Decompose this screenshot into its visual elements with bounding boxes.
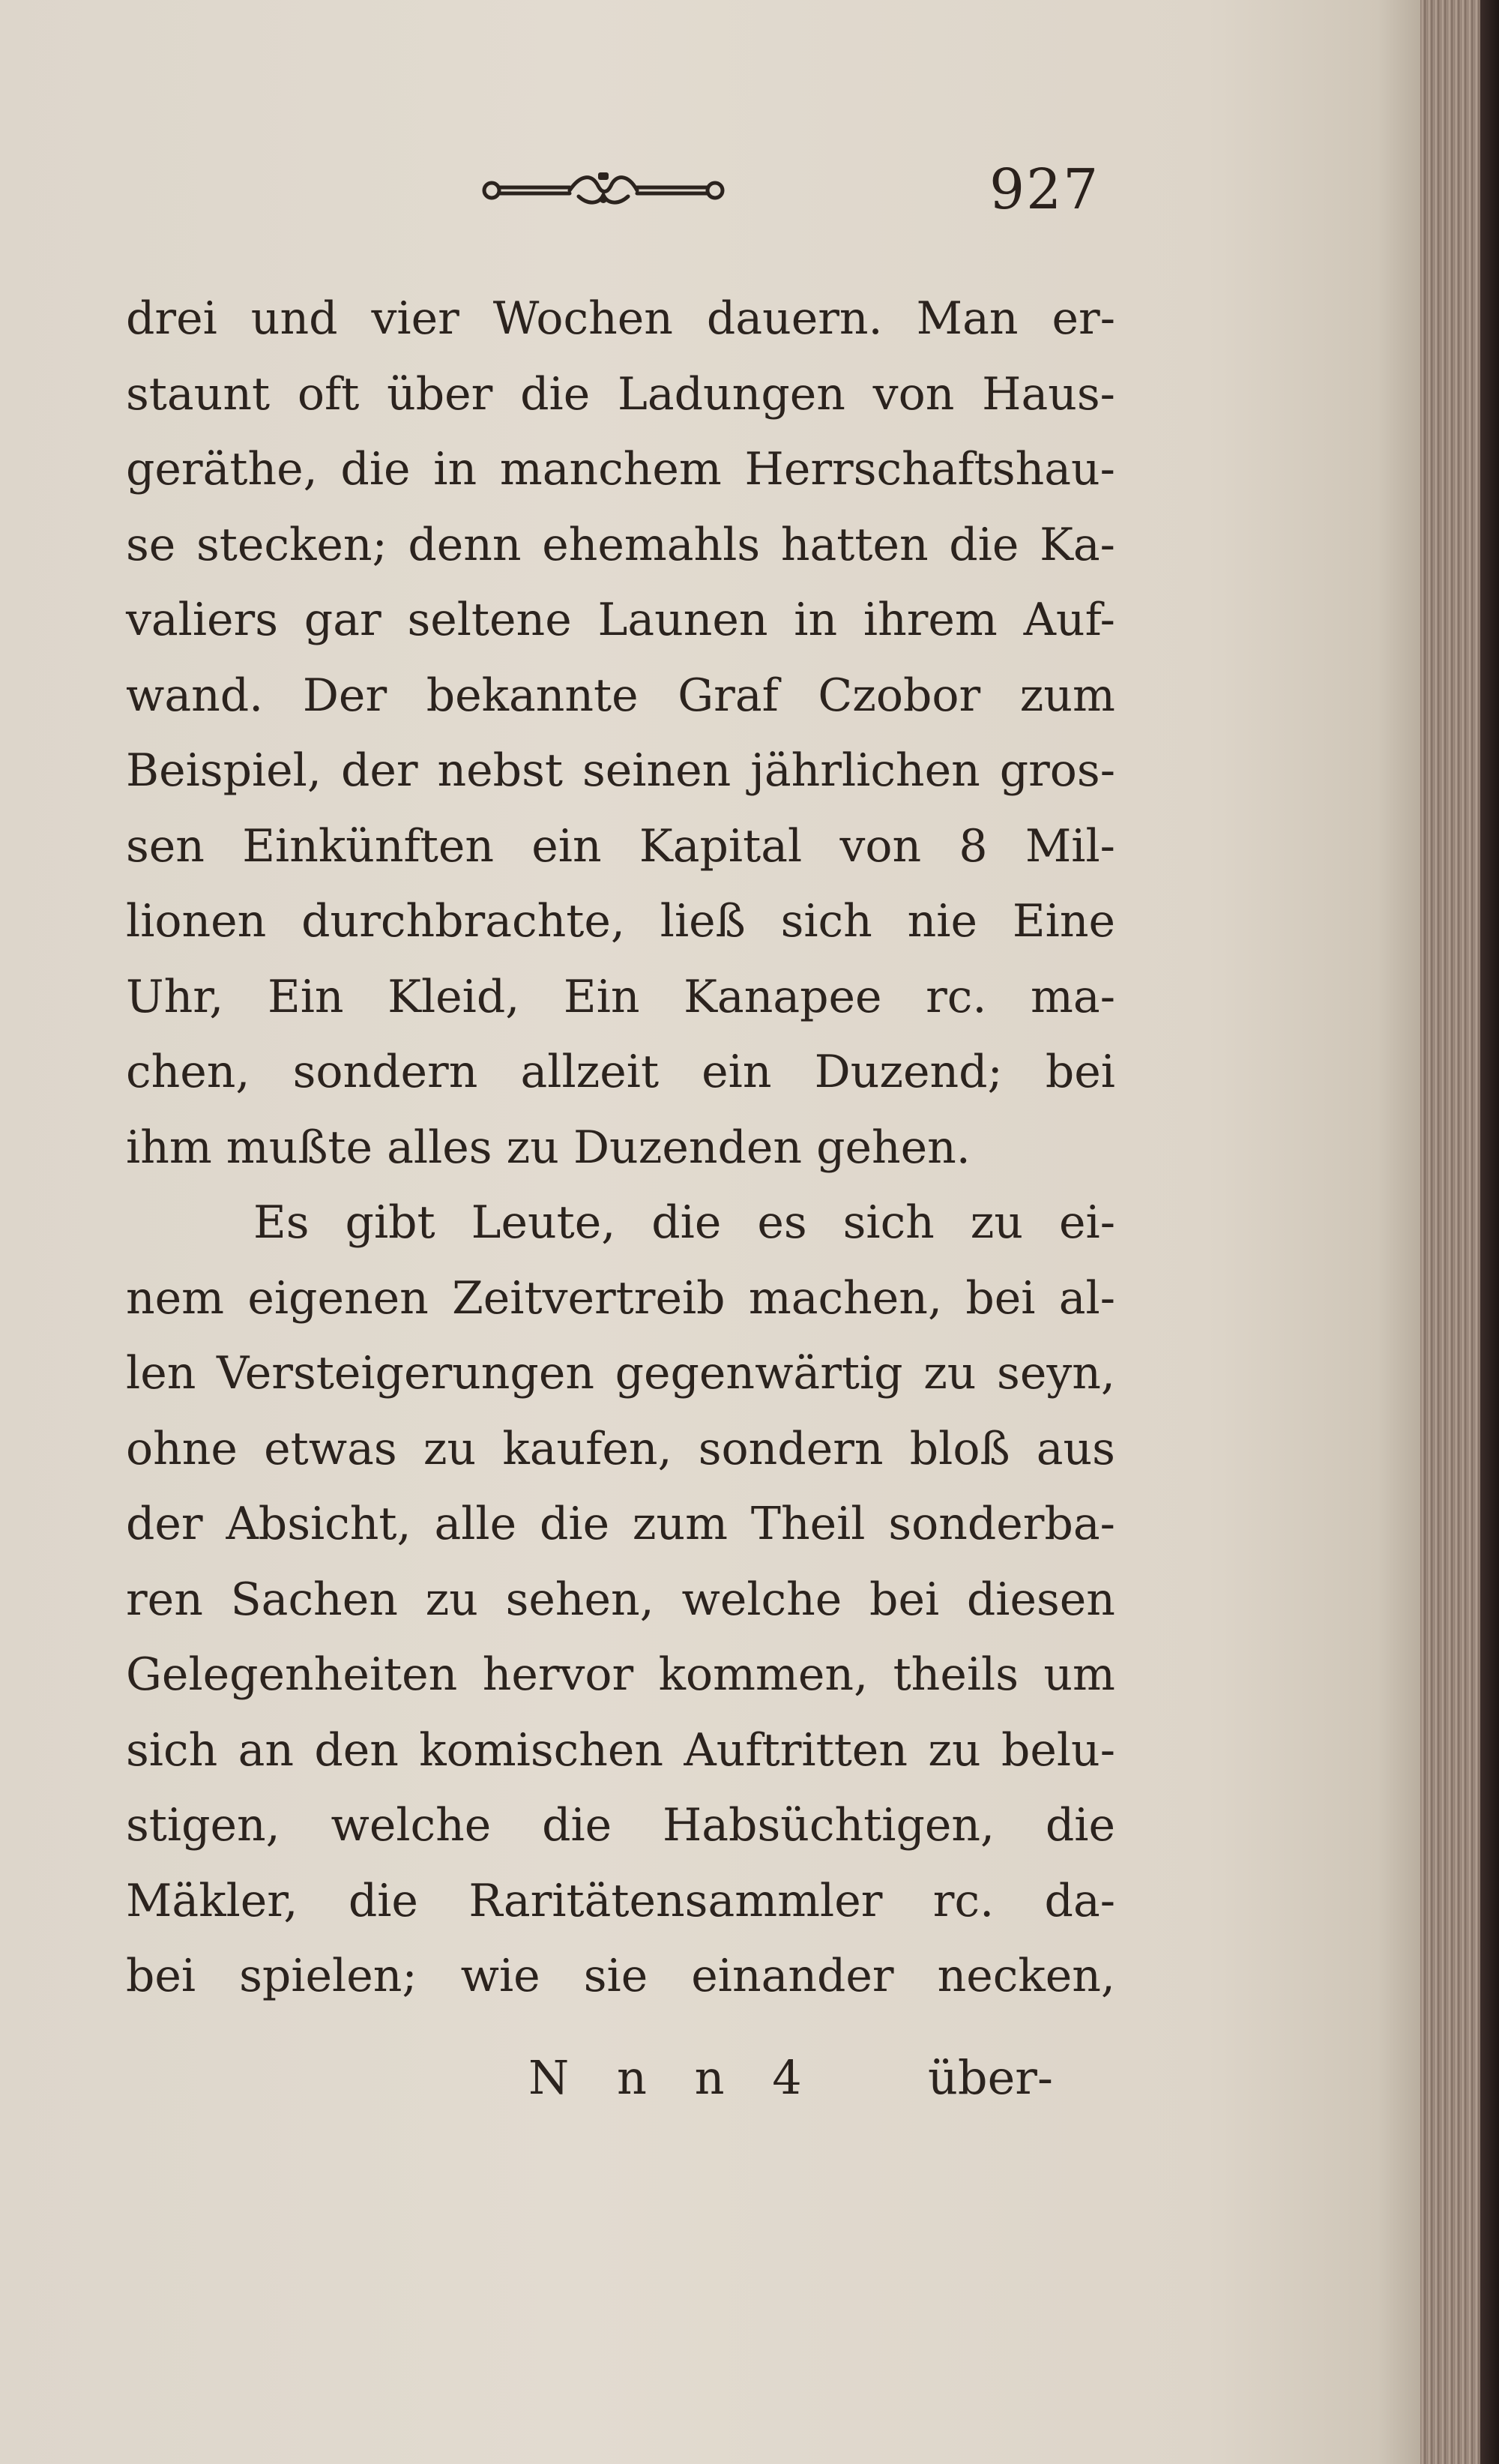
word: stigen,	[126, 1799, 280, 1852]
text-line	[126, 1713, 1115, 1789]
word: sen	[126, 819, 205, 873]
word: denn	[408, 518, 522, 571]
word: die	[340, 443, 411, 495]
word: al-	[1058, 1271, 1115, 1325]
word: von	[839, 819, 922, 873]
word: bei	[869, 1573, 940, 1626]
word: ma-	[1031, 970, 1115, 1023]
word: vier	[371, 292, 459, 345]
text-line	[126, 960, 1115, 1035]
word: Duzend;	[814, 1046, 1003, 1098]
word: se	[126, 518, 176, 571]
text-line	[126, 1034, 1115, 1110]
word: über	[387, 367, 493, 421]
word: Ein	[267, 970, 344, 1023]
word: nie	[907, 895, 977, 948]
word: Ka-	[1040, 518, 1115, 571]
word: die	[542, 1799, 612, 1852]
word: ein	[531, 819, 602, 873]
word: ren	[126, 1573, 203, 1626]
word: nem	[126, 1271, 225, 1325]
paragraph-end-line	[126, 1110, 1115, 1186]
word: welche	[681, 1573, 842, 1626]
word: Kleid,	[387, 970, 520, 1023]
word: sonderba-	[888, 1498, 1115, 1550]
word: necken,	[937, 1950, 1115, 2002]
word: Launen	[597, 594, 768, 646]
word: es	[757, 1196, 807, 1249]
word: an	[238, 1723, 295, 1777]
word: belu-	[1001, 1723, 1115, 1777]
word: Einkünften	[242, 819, 494, 873]
text-line	[126, 432, 1115, 507]
text-line	[126, 1939, 1115, 2014]
word: allzeit	[520, 1046, 660, 1098]
text-line	[126, 1486, 1115, 1562]
word: Theil	[750, 1498, 866, 1550]
word: rc.	[932, 1874, 995, 1927]
binding-shadow	[1480, 0, 1499, 2464]
paragraph-start-line	[126, 1185, 1115, 1261]
word: Versteigerungen	[216, 1347, 594, 1400]
catchword: über-	[928, 2050, 1053, 2105]
word: gibt	[345, 1196, 435, 1249]
word: zum	[1019, 669, 1115, 722]
word: der	[340, 744, 418, 797]
word: komischen	[419, 1723, 664, 1777]
word: die	[1045, 1799, 1115, 1852]
signature-mark: N n n 4	[528, 2050, 818, 2105]
word: valiers	[126, 594, 279, 646]
word: ohne	[126, 1422, 238, 1475]
word: Ein	[563, 970, 640, 1023]
word: Habsüchtigen,	[662, 1799, 995, 1852]
word: stecken;	[196, 518, 387, 571]
word: Eine	[1012, 895, 1115, 948]
word: dauern.	[706, 292, 883, 345]
word: Zeitvertreib	[452, 1271, 726, 1325]
word: Herrschaftshau-	[744, 443, 1115, 495]
word: wand.	[126, 669, 264, 722]
word: Wochen	[492, 292, 673, 345]
word: zu	[923, 1347, 977, 1400]
word: die	[520, 367, 591, 421]
word: in	[433, 443, 477, 495]
text-line	[126, 357, 1115, 433]
word: etwas	[264, 1422, 397, 1475]
word: sondern	[292, 1046, 478, 1098]
text-line	[126, 1412, 1115, 1487]
word: in	[794, 594, 838, 646]
text-line	[126, 884, 1115, 960]
word: ehemahls	[542, 518, 761, 571]
word: zu	[970, 1196, 1024, 1249]
word: um	[1043, 1648, 1115, 1701]
text-line	[126, 281, 1115, 357]
word: gros-	[999, 744, 1115, 797]
word: bei	[126, 1950, 196, 2002]
word: Graf	[678, 669, 779, 722]
word: bei	[1045, 1046, 1115, 1098]
word: nebst	[437, 744, 563, 797]
word: staunt	[126, 367, 271, 421]
word: den	[314, 1723, 399, 1777]
page-footer	[0, 2050, 1420, 2133]
word: jährlichen	[750, 744, 980, 797]
word: Der	[302, 669, 387, 722]
word: von	[872, 367, 955, 421]
word: Beispiel,	[126, 744, 322, 797]
word: chen,	[126, 1046, 250, 1098]
word: kommen,	[658, 1648, 869, 1701]
page-number: 927	[989, 157, 1100, 222]
word: geräthe,	[126, 443, 318, 495]
page-header	[0, 150, 1420, 240]
text-line	[126, 1261, 1115, 1337]
word: Haus-	[982, 367, 1115, 421]
word: ei-	[1059, 1196, 1115, 1249]
word: er-	[1052, 292, 1115, 345]
word: aus	[1036, 1422, 1115, 1475]
word: kaufen,	[502, 1422, 672, 1475]
word: diesen	[966, 1573, 1115, 1626]
word: wie	[460, 1950, 540, 2002]
word: ließ	[660, 895, 746, 948]
body-text	[126, 281, 1115, 2014]
word: Ladungen	[618, 367, 845, 421]
word: und	[250, 292, 338, 345]
word: Mäkler,	[126, 1874, 298, 1927]
word: len	[126, 1347, 196, 1400]
text-line	[126, 1637, 1115, 1713]
word: alle	[434, 1498, 517, 1550]
word: Leute,	[471, 1196, 616, 1249]
word: Mil-	[1025, 819, 1115, 873]
word: bloß	[909, 1422, 1010, 1475]
word: bekannte	[426, 669, 639, 722]
word: da-	[1044, 1874, 1115, 1927]
word: sich	[842, 1196, 935, 1249]
word: sondern	[698, 1422, 884, 1475]
text-line	[126, 809, 1115, 885]
word: zum	[632, 1498, 729, 1550]
word: Czobor	[818, 669, 981, 722]
word: Kanapee	[684, 970, 882, 1023]
word: lionen	[126, 895, 267, 948]
text-line	[126, 1336, 1115, 1412]
word: Raritätensammler	[468, 1874, 883, 1927]
word: sich	[126, 1723, 218, 1777]
word: manchem	[499, 443, 722, 495]
word: welche	[331, 1799, 492, 1852]
word: sich	[780, 895, 872, 948]
word: drei	[126, 292, 217, 345]
word: zu	[425, 1573, 478, 1626]
word: ein	[702, 1046, 772, 1098]
word: die	[348, 1874, 418, 1927]
word: Absicht,	[226, 1498, 411, 1550]
word: oft	[297, 367, 360, 421]
word: die	[539, 1498, 610, 1550]
word: Auf-	[1023, 594, 1115, 646]
text-line	[126, 733, 1115, 809]
word: Man	[916, 292, 1019, 345]
word: sie	[583, 1950, 648, 2002]
word: seltene	[407, 594, 572, 646]
word: Uhr,	[126, 970, 224, 1023]
word: Es	[253, 1196, 310, 1249]
text-line	[126, 658, 1115, 734]
word: rc.	[926, 970, 987, 1023]
word: die	[949, 518, 1019, 571]
word: zu	[928, 1723, 981, 1777]
printers-ornament-icon	[480, 166, 727, 211]
word: seyn,	[997, 1347, 1115, 1400]
text-line	[126, 1562, 1115, 1638]
word: bei	[965, 1271, 1036, 1325]
word: Sachen	[230, 1573, 398, 1626]
word: gar	[304, 594, 381, 646]
text-line	[126, 507, 1115, 583]
word: gegenwärtig	[615, 1347, 903, 1400]
text-line	[126, 1864, 1115, 1939]
text-line	[126, 1788, 1115, 1864]
word: Auftritten	[684, 1723, 908, 1777]
word: die	[651, 1196, 722, 1249]
word: zu	[423, 1422, 477, 1475]
word: Gelegenheiten	[126, 1648, 458, 1701]
word: spielen;	[239, 1950, 417, 2002]
line-text: ihm mußte alles zu Duzenden gehen.	[126, 1121, 971, 1174]
word: der	[126, 1498, 203, 1550]
text-line	[126, 582, 1115, 658]
word: Kapital	[639, 819, 803, 873]
word: seinen	[582, 744, 732, 797]
word: theils	[893, 1648, 1019, 1701]
word: einander	[691, 1950, 894, 2002]
word: ihrem	[863, 594, 998, 646]
word: durchbrachte,	[301, 895, 625, 948]
word: machen,	[748, 1271, 943, 1325]
word: eigenen	[247, 1271, 429, 1325]
word: 8	[959, 819, 988, 873]
word: hervor	[482, 1648, 634, 1701]
word: sehen,	[505, 1573, 654, 1626]
word: hatten	[780, 518, 929, 571]
